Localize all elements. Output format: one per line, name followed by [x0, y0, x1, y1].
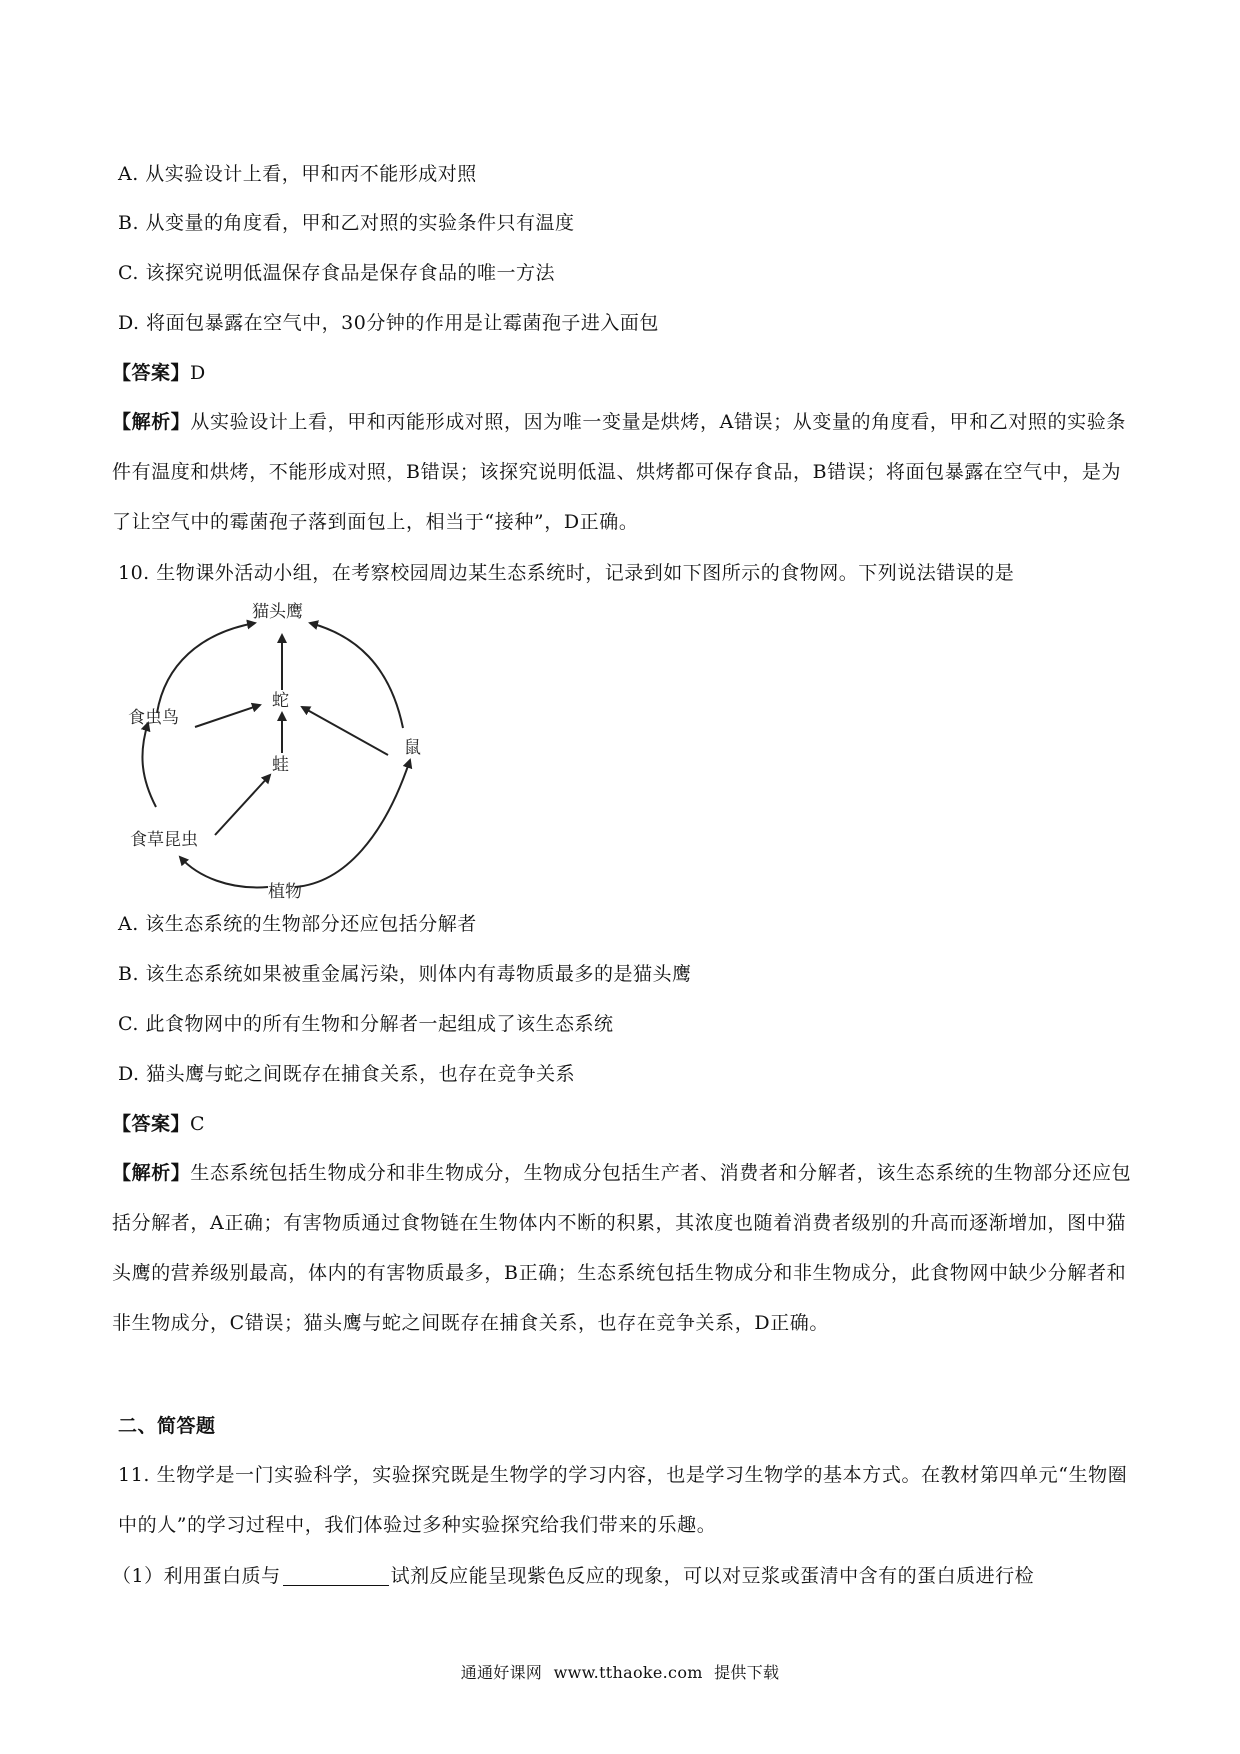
- food-web-diagram: [120, 595, 440, 905]
- answer-label: 【答案】: [112, 1113, 191, 1135]
- analysis-text: 生态系统包括生物成分和非生物成分，生物成分包括生产者、消费者和分解者，该生态系统的生物部分还应包括分解者，A正确；有害物质通过食物链在生物体内不断的积累，其浓度也随着消费者级别的升高而逐渐增加，图中猫头鹰的营养级别最高，体内的有害物质最多，B正确；生态系统包括生物成分和非生物成分，此食物网中缺少分解者和非生物成分，C错误；猫头鹰与蛇之间既存在捕食关系，也存在竞争关系，D正确。: [112, 1162, 1132, 1334]
- node-owl: 猫头鹰: [252, 602, 303, 622]
- q10-analysis: [112, 1148, 1138, 1348]
- q9-option-a: A. 从实验设计上看，甲和丙不能形成对照: [118, 163, 477, 185]
- node-bird: 食虫鸟: [128, 708, 179, 728]
- node-snake: 蛇: [272, 691, 289, 711]
- analysis-label: 【解析】: [112, 1162, 191, 1184]
- page-footer: [0, 1660, 1240, 1683]
- arc-plant-insect: [180, 857, 268, 887]
- q10-answer: [112, 1110, 205, 1138]
- node-plant: 植物: [268, 882, 302, 902]
- node-mouse: 鼠: [404, 738, 421, 758]
- fill-in-blank[interactable]: [283, 1565, 389, 1586]
- arc-bird-owl: [157, 623, 255, 713]
- node-insect: 食草昆虫: [130, 830, 198, 850]
- arc-plant-mouse: [295, 760, 410, 887]
- q11-stem: 11. 生物学是一门实验科学，实验探究既是生物学的学习内容，也是学习生物学的基本方式。在教材第四单元“生物圈中的人”的学习过程中，我们体验过多种实验探究给我们带来的乐趣。: [118, 1464, 1128, 1536]
- answer-label: 【答案】: [112, 362, 191, 384]
- q10-option-b: B. 该生态系统如果被重金属污染，则体内有毒物质最多的是猫头鹰: [118, 963, 692, 985]
- section-title: 二、简答题: [118, 1415, 216, 1437]
- footer-site-name: 通通好课网: [460, 1663, 543, 1682]
- q11-sub1: [112, 1562, 1034, 1590]
- node-frog: 蛙: [272, 755, 289, 775]
- arrow-bird-snake: [195, 705, 260, 727]
- analysis-text: 从实验设计上看，甲和丙能形成对照，因为唯一变量是烘烤，A错误；从变量的角度看，甲和乙对照的实验条件有温度和烘烤，不能形成对照，B错误；该探究说明低温、烘烤都可保存食品，B错误；将面包暴露在空气中，是为了让空气中的霉菌孢子落到面包上，相当于“接种”，D正确。: [112, 411, 1126, 533]
- arc-mouse-owl: [310, 623, 403, 728]
- q11-sub1-after: 试剂反应能呈现紫色反应的现象，可以对豆浆或蛋清中含有的蛋白质进行检: [390, 1565, 1035, 1587]
- answer-value: D: [190, 362, 206, 384]
- q9-analysis: [112, 397, 1138, 547]
- footer-url[interactable]: www.tthaoke.com: [553, 1663, 703, 1682]
- q9-answer: [112, 359, 206, 387]
- footer-suffix: 提供下载: [714, 1663, 780, 1682]
- q11-sub1-before: （1）利用蛋白质与: [112, 1565, 281, 1587]
- arrow-insect-frog: [215, 775, 270, 835]
- analysis-label: 【解析】: [112, 411, 191, 433]
- q10-stem: 10. 生物课外活动小组，在考察校园周边某生态系统时，记录到如下图所示的食物网。下列说法错误的是: [118, 562, 1015, 584]
- q9-option-b: B. 从变量的角度看，甲和乙对照的实验条件只有温度: [118, 212, 575, 234]
- answer-value: C: [190, 1113, 206, 1135]
- q9-option-d: D. 将面包暴露在空气中，30分钟的作用是让霉菌孢子进入面包: [118, 312, 659, 334]
- q9-option-c: C. 该探究说明低温保存食品是保存食品的唯一方法: [118, 262, 555, 284]
- arc-insect-bird: [142, 723, 156, 807]
- q10-option-c: C. 此食物网中的所有生物和分解者一起组成了该生态系统: [118, 1013, 614, 1035]
- arrow-mouse-snake: [302, 707, 388, 755]
- q10-option-a: A. 该生态系统的生物部分还应包括分解者: [118, 913, 477, 935]
- q10-option-d: D. 猫头鹰与蛇之间既存在捕食关系，也存在竞争关系: [118, 1063, 576, 1085]
